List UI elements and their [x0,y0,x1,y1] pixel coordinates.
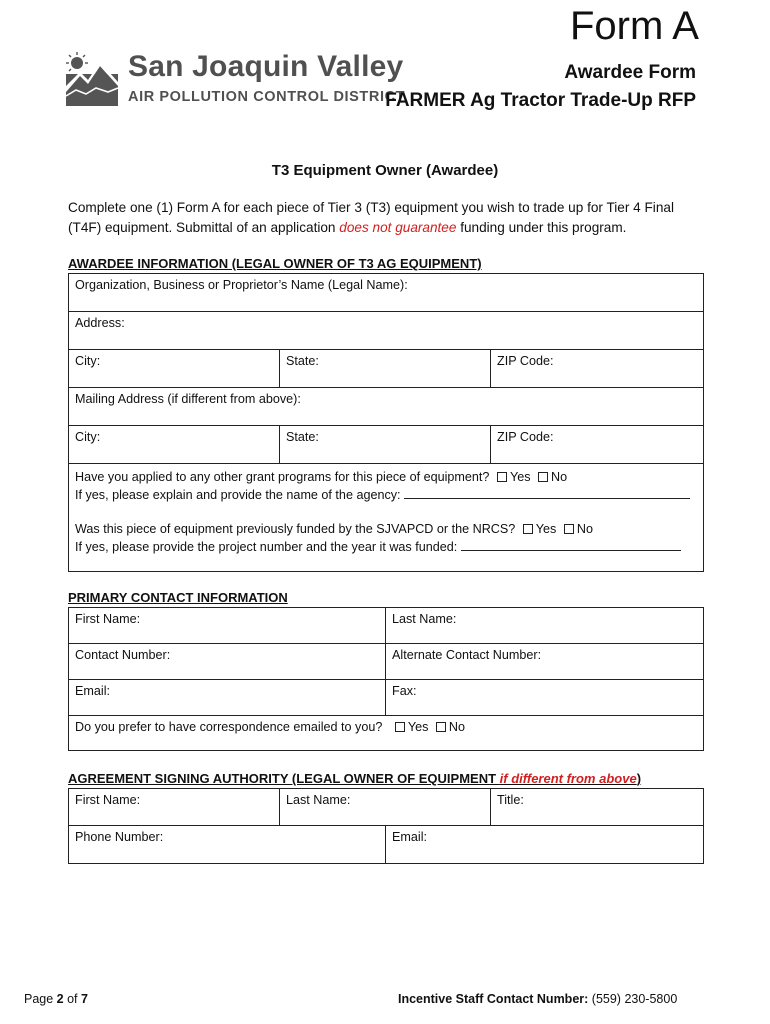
city-field[interactable] [69,350,280,388]
intro-paragraph [68,198,708,238]
last-name-label: Last Name: [392,612,457,626]
page-of: of [63,992,81,1006]
logo-subtitle: AIR POLLUTION CONTROL DISTRICT [128,89,406,105]
grant-question-1-explain [75,486,697,504]
project-explain-label: If yes, please provide the project number and the year it was funded: [75,540,458,554]
signing-heading-close: ) [636,771,642,786]
no-label: No [576,522,593,536]
mailing-state-field[interactable] [280,426,491,464]
signer-email-field[interactable] [386,826,704,864]
alt-contact-number-label: Alternate Contact Number: [392,648,542,662]
contact-number-field[interactable] [69,644,386,680]
last-name-label: Last Name: [286,793,351,807]
signer-first-name-field[interactable] [69,789,280,826]
checkbox-icon[interactable] [523,524,533,534]
city-label: City: [75,354,101,368]
address-field[interactable] [69,312,704,350]
form-name: Awardee Form [564,62,696,83]
checkbox-icon[interactable] [564,524,574,534]
project-answer-line[interactable] [461,550,681,551]
page-total: 7 [81,992,88,1006]
page-prefix: Page [24,992,57,1006]
grant-explain-label: If yes, please explain and provide the name of the agency: [75,488,401,502]
intro-text-a: Complete one (1) Form A for each piece of Tier 3 (T3) equipment you wish to trade up for Tier 4 Final (T4F) equipment. Submittal of an application [68,200,674,235]
email-preference-cell [69,716,704,751]
grant-question-2-explain [75,538,697,556]
email-label: Email: [392,830,427,844]
grant-question-1-text: Have you applied to any other grant programs for this piece of equipment? [75,470,490,484]
signer-title-field[interactable] [491,789,704,826]
contact-fax-field[interactable] [386,680,704,716]
signing-table [68,788,704,864]
district-logo [66,50,406,112]
alt-contact-number-field[interactable] [386,644,704,680]
checkbox-icon[interactable] [538,472,548,482]
grant-question-2 [75,520,697,538]
no-label: No [551,470,568,484]
page-number [24,992,88,1006]
contact-table [68,607,704,751]
email-label: Email: [75,684,110,698]
staff-contact-label: Incentive Staff Contact Number: [398,992,589,1006]
contact-first-name-field[interactable] [69,608,386,644]
agency-answer-line[interactable] [404,498,690,499]
logo-title: San Joaquin Valley [128,50,404,83]
no-label: No [448,720,465,734]
yes-label: Yes [407,720,429,734]
form-label: Form A [570,4,699,48]
mailing-state-label: State: [286,430,319,444]
staff-contact-number: (559) 230-5800 [588,992,678,1006]
awardee-table [68,273,704,572]
fax-label: Fax: [392,684,417,698]
contact-email-field[interactable] [69,680,386,716]
contact-number-label: Contact Number: [75,648,171,662]
signer-phone-field[interactable] [69,826,386,864]
checkbox-icon[interactable] [497,472,507,482]
program-title: FARMER Ag Tractor Trade-Up RFP [385,90,696,111]
section-subheading: T3 Equipment Owner (Awardee) [271,162,499,179]
email-preference-text: Do you prefer to have correspondence emailed to you? [75,720,383,734]
grant-question-1 [75,468,697,486]
grant-questions-cell [69,464,704,572]
signing-heading-text: AGREEMENT SIGNING AUTHORITY (LEGAL OWNER OF EQUIPMENT [68,771,500,786]
mailing-address-label: Mailing Address (if different from above): [75,392,301,406]
first-name-label: First Name: [75,793,141,807]
first-name-label: First Name: [75,612,141,626]
signing-heading [68,771,641,786]
signing-heading-emphasis: if different from above [499,771,637,786]
yes-label: Yes [509,470,531,484]
mountain-sun-logo-icon [66,52,118,106]
grant-question-2-text: Was this piece of equipment previously funded by the SJVAPCD or the NRCS? [75,522,516,536]
zip-field[interactable] [491,350,704,388]
org-name-field[interactable] [69,274,704,312]
zip-label: ZIP Code: [497,354,554,368]
state-field[interactable] [280,350,491,388]
state-label: State: [286,354,319,368]
contact-heading: PRIMARY CONTACT INFORMATION [68,590,288,605]
mailing-zip-label: ZIP Code: [497,430,554,444]
intro-emphasis: does not guarantee [339,220,457,235]
signer-last-name-field[interactable] [280,789,491,826]
awardee-heading: AWARDEE INFORMATION (LEGAL OWNER OF T3 AG EQUIPMENT) [68,256,482,271]
contact-last-name-field[interactable] [386,608,704,644]
org-name-label: Organization, Business or Proprietor’s Name (Legal Name): [75,278,408,292]
phone-label: Phone Number: [75,830,164,844]
address-label: Address: [75,316,125,330]
mailing-city-field[interactable] [69,426,280,464]
mailing-zip-field[interactable] [491,426,704,464]
mailing-address-field[interactable] [69,388,704,426]
yes-label: Yes [535,522,557,536]
mailing-city-label: City: [75,430,101,444]
checkbox-icon[interactable] [436,722,446,732]
intro-text-b: funding under this program. [456,220,627,235]
checkbox-icon[interactable] [395,722,405,732]
page-current: 2 [56,992,64,1006]
title-label: Title: [497,793,524,807]
staff-contact [398,992,677,1006]
